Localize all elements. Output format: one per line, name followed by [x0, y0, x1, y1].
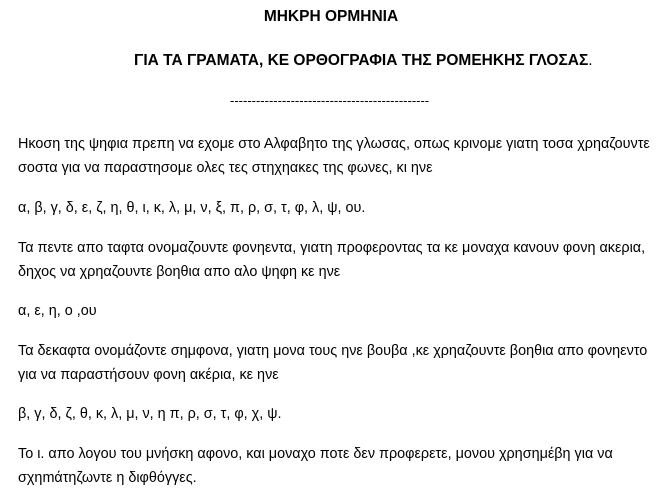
paragraph-alphabet: α, β, γ, δ, ε, ζ, η, θ, ι, κ, λ, μ, ν, ξ, π, ρ, σ, τ, φ, λ, ψ, ου. [18, 200, 366, 216]
subtitle-period: . [588, 52, 593, 69]
paragraph-iota-note: Το ι. απο λογου του μνήσκη αφονο, και μοναχο ποτε δεν προφερετε, μονου χρησημέβη για να σχηmάτηζωντε η διφθόγγες. [18, 446, 613, 486]
document-title: ΜΗΚΡΗ ΟΡΜΗΝΙΑ [263, 8, 399, 25]
document-subtitle [134, 52, 593, 70]
subtitle-text: ΓΙΑ ΤΑ ΓΡΑΜΑΤΑ, ΚΕ ΟΡΘΟΓΡΑΦΙΑ ΤΗΣ ΡΟΜΕΗΚΗΣ ΓΛΟΣΑΣ [134, 52, 589, 69]
paragraph-1: Ηκοση της ψηφια πρεπη να εχομε στο Αλφαβητο της γλωσας, οπως κρινομε γιατη τοσα χρηαζουντε σοστα για να παραστησομε ολες τες στηχηακες της φωνες, κι ηνε [18, 136, 650, 176]
divider-line: ---------------------------------------------- [230, 93, 430, 108]
paragraph-consonants-list: β, γ, δ, ζ, θ, κ, λ, μ, ν, η π, ρ, σ, τ, φ, χ, ψ. [18, 406, 282, 422]
paragraph-vowels-list: α, ε, η, ο ,ου [18, 303, 97, 319]
paragraph-vowels-intro: Τα πεντε απο ταφτα ονομαζουντε φονηεντα, γιατη προφεροντας τα κε μοναχα κανουν φονη ακερια, δηχος να χρηαζουντε βοηθια απο αλο ψηφη κε ηνε [18, 240, 646, 280]
paragraph-consonants-intro: Τα δεκαφτα ονομάζοντε σημφονα, γιατη μονα τους ηνε βουβα ,κε χρηαζουντε βοηθια απο φονηεντο για να παραστήσουν φονη ακέρια, κε ηνε [18, 343, 648, 383]
